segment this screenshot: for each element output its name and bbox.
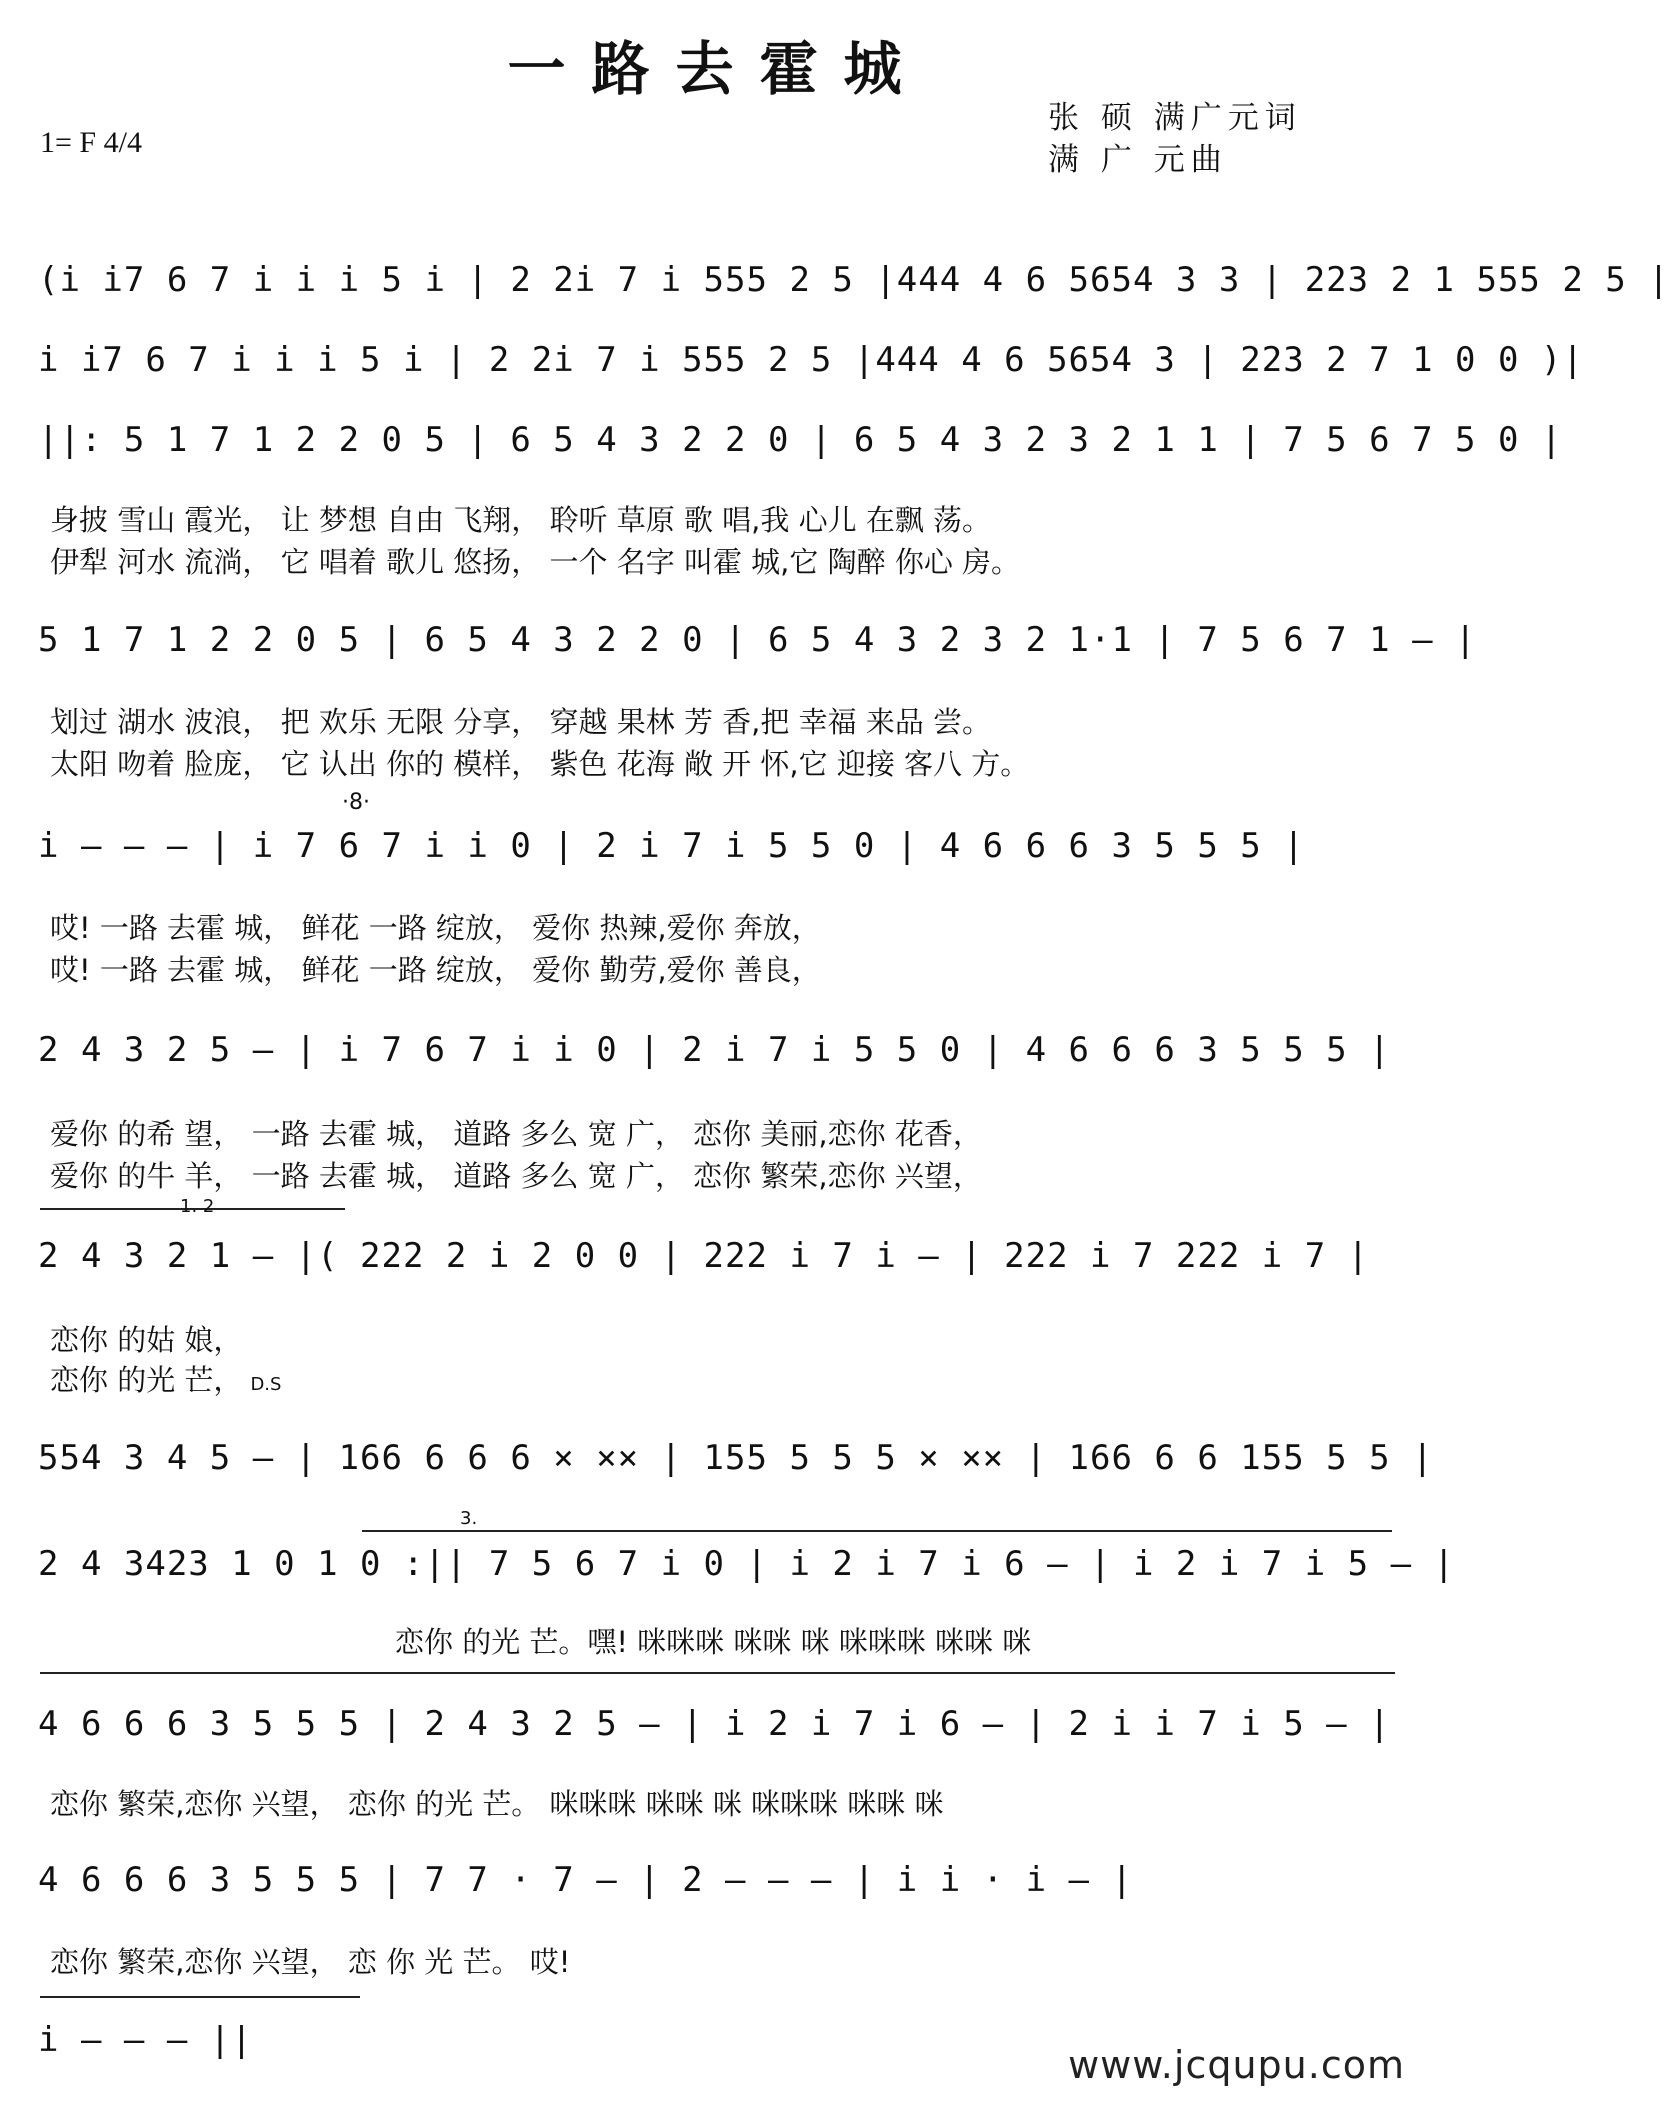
staff-line-5: i — — — | i 7 6 7 i i 0 | 2 i 7 i 5 5 0 | 4 6 6 6 3 5 5 5 | (38, 826, 1305, 866)
staff-line-11: 4 6 6 6 3 5 5 5 | 7 7 · 7 — | 2 — — — | i i · i — | (38, 1860, 1133, 1900)
staff-line-4: 5 1 7 1 2 2 0 5 | 6 5 4 3 2 2 0 | 6 5 4 3 2 3 2 1·1 | 7 5 6 7 1 — | (38, 620, 1477, 660)
lyric-line: 爱你 的牛 羊， 一路 去霍 城， 道路 多么 宽 广， 恋你 繁荣,恋你 兴望， (50, 1159, 982, 1193)
lyric-line: 恋你 繁荣,恋你 兴望， 恋 你 光 芒。 哎! (50, 1945, 571, 1979)
ending-label: 1. 2 (180, 1196, 215, 1217)
lyric-line-ds (50, 1358, 1390, 1399)
lyric-line: 划过 湖水 波浪， 把 欢乐 无限 分享， 穿越 果林 芳 香,把 幸福 来品 尝。 (50, 705, 992, 739)
staff-line-1: (i i7 6 7 i i i 5 i | 2 2i 7 i 555 2 5 |444 4 6 5654 3 3 | 223 2 1 555 2 5 | (38, 260, 1670, 300)
lyric-line: 身披 雪山 霞光， 让 梦想 自由 飞翔， 聆听 草原 歌 唱,我 心儿 在飘 荡。 (50, 503, 992, 537)
staff-line-7: 2 4 3 2 1 — |( 222 2 i 2 0 0 | 222 i 7 i — | 222 i 7 222 i 7 | (38, 1236, 1370, 1276)
composer-credit: 满 广 元曲 (1048, 142, 1228, 178)
staff-line-10: 4 6 6 6 3 5 5 5 | 2 4 3 2 5 — | i 2 i 7 i 6 — | 2 i i 7 i 5 — | (38, 1704, 1391, 1744)
staff-line-9: 2 4 3423 1 0 1 0 :|| 7 5 6 7 i 0 | i 2 i 7 i 6 — | i 2 i 7 i 5 — | (38, 1544, 1456, 1584)
song-title: 一路去霍城 (507, 35, 928, 103)
lyric-line: 恋你 的姑 娘， (50, 1323, 243, 1357)
lyricist-credit: 张 硕 满广元词 (1048, 100, 1302, 136)
lyric-line: 爱你 的希 望， 一路 去霍 城， 道路 多么 宽 广， 恋你 美丽,恋你 花香， (50, 1117, 982, 1151)
watermark-logo: www.jcqupu.com (1068, 2043, 1405, 2087)
staff-line-8: 554 3 4 5 — | 166 6 6 6 × ×× | 155 5 5 5 × ×× | 166 6 6 155 5 5 | (38, 1438, 1434, 1478)
staff-line-12: i — — — || (38, 2020, 253, 2060)
staff-line-2: i i7 6 7 i i i 5 i | 2 2i 7 i 555 2 5 |444 4 6 5654 3 | 223 2 7 1 0 0 )| (38, 340, 1584, 380)
staff-line-3: ||: 5 1 7 1 2 2 0 5 | 6 5 4 3 2 2 0 | 6 5 4 3 2 3 2 1 1 | 7 5 6 7 5 0 | (38, 420, 1563, 460)
section-divider (40, 1672, 1395, 1674)
ending-label: 3. (460, 1508, 478, 1529)
key-signature: 1= F 4/4 (40, 126, 142, 159)
lyric-line: 哎! 一路 去霍 城， 鲜花 一路 绽放， 爱你 勤劳,爱你 善良， (50, 953, 821, 987)
lyric-line: 恋你 的光 芒。嘿! 咪咪咪 咪咪 咪 咪咪咪 咪咪 咪 (395, 1625, 1032, 1659)
ending-bracket (362, 1530, 1392, 1532)
ending-bracket (40, 1996, 360, 1998)
segno-sign: ·8· (342, 790, 370, 815)
lyric-line: 哎! 一路 去霍 城， 鲜花 一路 绽放， 爱你 热辣,爱你 奔放， (50, 911, 821, 945)
lyric-line: 伊犁 河水 流淌， 它 唱着 歌儿 悠扬， 一个 名字 叫霍 城,它 陶醉 你心 房。 (50, 545, 1021, 579)
staff-line-6: 2 4 3 2 5 — | i 7 6 7 i i 0 | 2 i 7 i 5 5 0 | 4 6 6 6 3 5 5 5 | (38, 1030, 1391, 1070)
ds-mark: D.S (250, 1374, 282, 1395)
lyric-text: 恋你 的光 芒， (50, 1363, 243, 1397)
lyric-line: 恋你 繁荣,恋你 兴望， 恋你 的光 芒。 咪咪咪 咪咪 咪 咪咪咪 咪咪 咪 (50, 1787, 944, 1821)
lyric-line: 太阳 吻着 脸庞， 它 认出 你的 模样， 紫色 花海 敞 开 怀,它 迎接 客八 方。 (50, 747, 1030, 781)
